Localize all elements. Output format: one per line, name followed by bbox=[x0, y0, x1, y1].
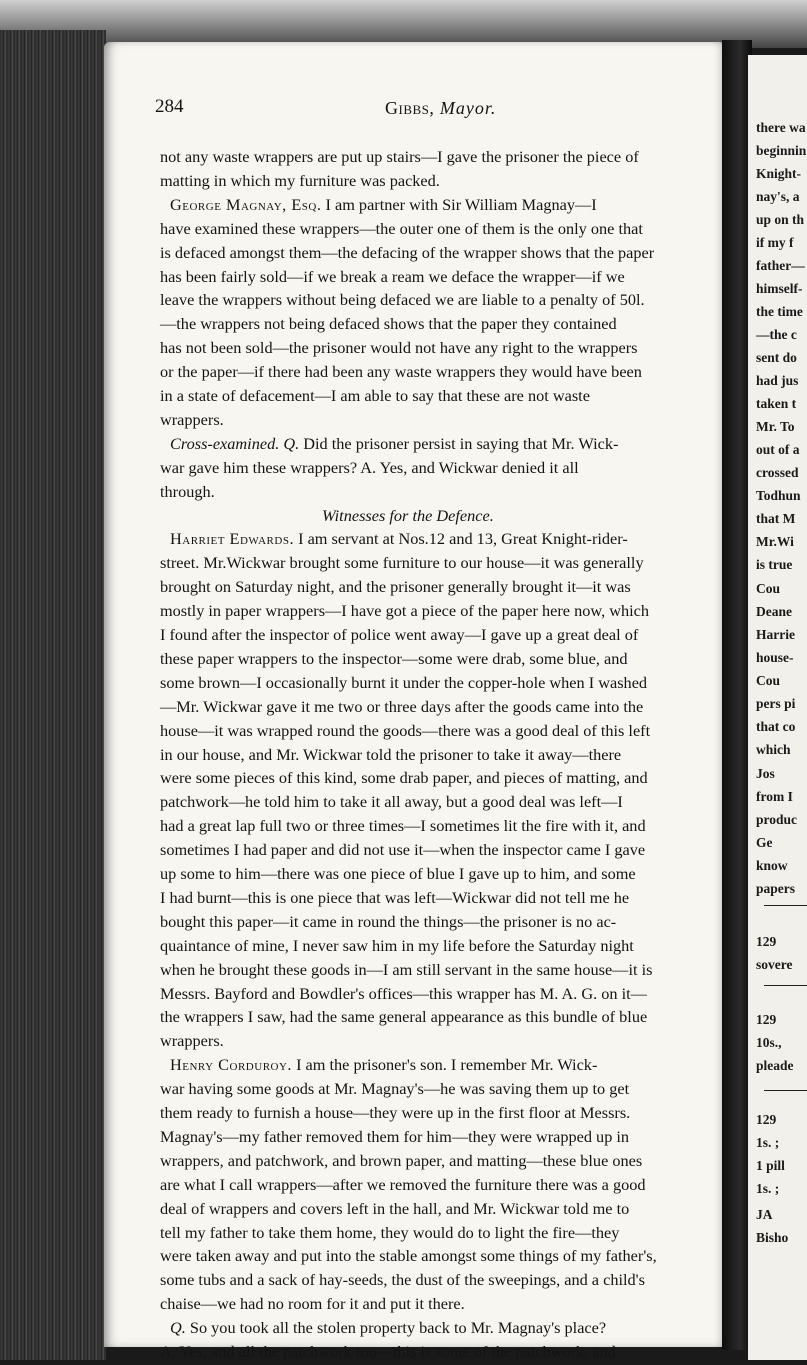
line-text: —the wrappers not being defaced shows that the paper they contained bbox=[160, 314, 617, 334]
text-line bbox=[160, 1293, 465, 1317]
line-text: some brown—I occasionally burnt it under the copper-hole when I washed bbox=[160, 672, 648, 692]
facing-page-fragment: Ge bbox=[756, 835, 773, 850]
text-line bbox=[160, 1078, 629, 1102]
facing-page-fragment: 1 pill bbox=[756, 1158, 785, 1173]
facing-page-fragment: house- bbox=[756, 650, 794, 665]
line-text: tell my father to take them home, they would do to light the fire—they bbox=[160, 1222, 620, 1242]
text-line bbox=[160, 1198, 629, 1222]
line-text: matting in which my furniture was packed. bbox=[160, 170, 440, 190]
line-text: has been fairly sold—if we break a ream we deface the wrapper—if we bbox=[160, 266, 625, 286]
text-line bbox=[160, 887, 629, 911]
facing-page-fragment: 129 bbox=[756, 934, 777, 949]
text-line bbox=[160, 624, 638, 648]
facing-page-fragment: 10s., bbox=[756, 1035, 782, 1050]
line-text: —Mr. Wickwar gave it me two or three days after the goods came into the bbox=[160, 696, 644, 716]
text-line bbox=[160, 266, 625, 290]
facing-page-fragment: father— bbox=[756, 258, 805, 273]
line-text: were taken away and put into the stable amongst some things of my father's, bbox=[160, 1246, 657, 1266]
scanner-edge bbox=[0, 0, 807, 48]
line-text: in a state of defacement—I am able to say that these are not waste bbox=[160, 386, 590, 405]
facing-page-fragment: 129 bbox=[756, 1012, 777, 1027]
facing-page-fragment: the time bbox=[756, 304, 803, 319]
text-line bbox=[160, 1126, 629, 1150]
text-line bbox=[160, 409, 224, 433]
line-text: not any waste wrappers are put up stairs—I gave the prisoner the piece of bbox=[160, 147, 639, 166]
line-text: quaintance of mine, I never saw him in my life before the Saturday night bbox=[160, 935, 634, 955]
text-line bbox=[170, 1054, 597, 1078]
text-line bbox=[160, 863, 636, 887]
text-line bbox=[160, 744, 621, 768]
facing-page-fragment: Mr. To bbox=[756, 419, 795, 434]
text-line bbox=[160, 1174, 646, 1198]
text-line bbox=[160, 385, 590, 409]
line-text: I found after the inspector of police went away—I gave up a great deal of bbox=[160, 625, 639, 644]
line-text: chaise—we had no room for it and put it there. bbox=[160, 1294, 465, 1314]
line-text: these paper wrappers to the inspector—some were drab, some blue, and bbox=[160, 648, 628, 668]
book-spine bbox=[0, 30, 106, 1360]
speaker-name: George Magnay, Esq. bbox=[170, 194, 322, 214]
text-line bbox=[160, 696, 643, 720]
text-line bbox=[160, 457, 579, 481]
line-text: up some to him—there was one piece of blue I gave up to him, and some bbox=[160, 864, 636, 883]
facing-page-rule bbox=[764, 985, 807, 986]
text-line bbox=[160, 959, 652, 983]
facing-page-fragment: Deane bbox=[756, 604, 792, 619]
facing-page-fragment: Cou bbox=[756, 581, 781, 596]
facing-page-fragment: had jus bbox=[756, 373, 799, 388]
text-line bbox=[160, 1150, 642, 1174]
facing-page-fragment: 129 bbox=[756, 1112, 777, 1127]
facing-page-rule bbox=[764, 1090, 807, 1091]
text-line bbox=[170, 1317, 606, 1341]
page-number: 284 bbox=[155, 96, 184, 117]
line-text: So you took all the stolen property back to Mr. Magnay's place? bbox=[185, 1318, 607, 1338]
running-title bbox=[385, 98, 496, 119]
facing-page-fragment: Harrie bbox=[756, 627, 795, 642]
text-line bbox=[160, 648, 627, 672]
text-line bbox=[160, 552, 644, 576]
line-text: the wrappers I saw, had the same general appearance as this bundle of blue bbox=[160, 1007, 648, 1027]
facing-page-fragment: papers bbox=[756, 881, 796, 896]
text-line bbox=[160, 1006, 647, 1030]
line-text: has not been sold—the prisoner would not have any right to the wrappers bbox=[160, 338, 638, 358]
facing-page-fragment: Cou bbox=[756, 673, 781, 688]
facing-page-fragment: crossed bbox=[756, 465, 799, 480]
text-line bbox=[160, 1269, 645, 1293]
text-line bbox=[160, 911, 616, 935]
facing-page-fragment: pleade bbox=[756, 1058, 794, 1073]
text-line bbox=[160, 672, 647, 696]
text-line bbox=[160, 839, 645, 863]
text-line bbox=[160, 146, 639, 170]
line-text: them ready to furnish a house—they were up in the first floor at Messrs. bbox=[160, 1103, 631, 1122]
line-text: Did the prisoner persist in saying that Mr. Wick- bbox=[299, 433, 619, 453]
facing-page-fragment: if my f bbox=[756, 235, 794, 250]
facing-page-fragment: beginnin bbox=[756, 143, 807, 158]
line-text: had a great lap full two or three times—I sometimes lit the fire with it, and bbox=[160, 816, 646, 836]
text-line bbox=[160, 289, 645, 313]
line-text: leave the wrappers without being defaced we are liable to a penalty of 50l. bbox=[160, 290, 645, 310]
facing-page-fragment: Mr.Wi bbox=[756, 534, 794, 549]
line-text: patchwork—he told him to take it all away, but a good deal was left—I bbox=[160, 792, 623, 812]
facing-page-fragment: sent do bbox=[756, 350, 797, 365]
line-text: deal of wrappers and covers left in the hall, and Mr. Wickwar told me to bbox=[160, 1198, 630, 1218]
line-text: I am partner with Sir William Magnay—I bbox=[321, 194, 597, 214]
line-text: house—it was wrapped round the goods—there was a good deal of this left bbox=[160, 720, 651, 740]
line-text: were some pieces of this kind, some drab paper, and pieces of matting, and bbox=[160, 768, 648, 788]
facing-page-fragment: that M bbox=[756, 511, 796, 526]
line-text: wrappers. bbox=[160, 1031, 224, 1051]
line-text: through. bbox=[160, 481, 215, 501]
text-line bbox=[160, 1341, 616, 1365]
text-line bbox=[160, 791, 623, 815]
line-text: brought on Saturday night, and the prisoner generally brought it—it was bbox=[160, 577, 631, 597]
facing-page-fragment: out of a bbox=[756, 442, 800, 457]
speaker-name: Harriet Edwards. bbox=[170, 529, 295, 549]
page-header bbox=[155, 96, 715, 126]
facing-page-fragment: which bbox=[756, 742, 791, 757]
line-text: Messrs. Bayford and Bowdler's offices—this wrapper has M. A. G. on it— bbox=[160, 983, 647, 1003]
facing-page-fragment: himself- bbox=[756, 281, 803, 296]
line-text: I had burnt—this is one piece that was left—Wickwar did not tell me he bbox=[160, 887, 630, 907]
line-text: Magnay's—my father removed them for him—they were wrapped up in bbox=[160, 1126, 630, 1146]
line-text: sometimes I had paper and did not use it—when the inspector came I gave bbox=[160, 840, 646, 860]
text-line bbox=[160, 1222, 619, 1246]
facing-page-rule bbox=[764, 905, 807, 906]
text-line bbox=[160, 1030, 224, 1054]
facing-page-fragment: Todhun bbox=[756, 488, 801, 503]
running-title-name: Gibbs, bbox=[385, 98, 435, 118]
line-text: when he brought these goods in—I am still servant in the same house—it is bbox=[160, 959, 653, 979]
running-title-role: Mayor. bbox=[439, 98, 497, 118]
italic-label: Q. bbox=[170, 1318, 186, 1338]
line-text: war gave him these wrappers? A. Yes, and Wickwar denied it all bbox=[160, 457, 579, 477]
facing-page-fragment: sovere bbox=[756, 957, 793, 972]
text-line bbox=[160, 935, 634, 959]
line-text: are what I call wrappers—after we removed the furniture there was a good bbox=[160, 1174, 646, 1194]
facing-page-fragment: 1s. ; bbox=[756, 1135, 780, 1150]
facing-page-fragment: there wa bbox=[756, 120, 806, 135]
speaker-name: Henry Corduroy. bbox=[170, 1055, 292, 1075]
line-text: some tubs and a sack of hay-seeds, the dust of the sweepings, and a child's bbox=[160, 1270, 645, 1290]
facing-page-fragment: nay's, a bbox=[756, 189, 800, 204]
facing-page-fragment: is true bbox=[756, 557, 793, 572]
section-heading: Witnesses for the Defence. bbox=[322, 505, 494, 525]
line-text: I am the prisoner's son. I remember Mr. Wick- bbox=[292, 1055, 598, 1075]
facing-page-fragment: that co bbox=[756, 719, 796, 734]
text-line bbox=[160, 767, 648, 791]
text-line bbox=[160, 1102, 630, 1126]
facing-page-fragment: Bisho bbox=[756, 1230, 789, 1245]
line-text: is defaced amongst them—the defacing of the wrapper shows that the paper bbox=[160, 242, 655, 262]
text-line bbox=[160, 218, 643, 242]
text-line bbox=[160, 337, 637, 361]
facing-page-fragment: pers pi bbox=[756, 696, 796, 711]
facing-page-fragment: taken t bbox=[756, 396, 797, 411]
text-line bbox=[160, 576, 631, 600]
text-line bbox=[160, 313, 617, 337]
facing-page-fragment: know bbox=[756, 858, 788, 873]
text-line bbox=[170, 194, 597, 218]
line-text: mostly in paper wrappers—I have got a piece of the paper here now, which bbox=[160, 601, 650, 621]
text-line bbox=[160, 361, 642, 385]
line-text: in our house, and Mr. Wickwar told the prisoner to take it away—there bbox=[160, 744, 622, 764]
line-text: I am servant at Nos.12 and 13, Great Knight-rider- bbox=[294, 529, 628, 549]
text-line bbox=[160, 170, 440, 194]
text-line bbox=[160, 1245, 657, 1269]
facing-page-fragment: —the c bbox=[756, 327, 797, 342]
facing-page bbox=[748, 55, 807, 1360]
line-text: bought this paper—it came in round the things—the prisoner is no ac- bbox=[160, 911, 617, 931]
text-line bbox=[170, 433, 618, 457]
line-text: or the paper—if there had been any waste wrappers they would have been bbox=[160, 362, 642, 382]
facing-page-fragment: produc bbox=[756, 812, 798, 827]
facing-page-fragment: 1s. ; bbox=[756, 1181, 780, 1196]
text-line bbox=[160, 815, 646, 839]
text-line bbox=[160, 600, 649, 624]
text-line bbox=[160, 481, 215, 505]
text-line bbox=[160, 242, 654, 266]
line-text: street. Mr.Wickwar brought some furniture to our house—it was generally bbox=[160, 553, 644, 573]
text-line bbox=[160, 983, 647, 1007]
facing-page-fragment: Jos bbox=[756, 766, 775, 781]
text-line bbox=[160, 720, 650, 744]
line-text: wrappers, and patchwork, and brown paper, and matting—these blue ones bbox=[160, 1150, 643, 1170]
facing-page-fragment: from I bbox=[756, 789, 793, 804]
text-line bbox=[170, 528, 628, 552]
facing-page-fragment: Knight- bbox=[756, 166, 802, 181]
line-text: have examined these wrappers—the outer one of them is the only one that bbox=[160, 218, 643, 238]
facing-page-fragment: JA bbox=[756, 1207, 773, 1222]
line-text: A. Yes, and all the patchwork too—this is some of the patchwork, and bbox=[160, 1342, 616, 1361]
facing-page-fragment: up on th bbox=[756, 212, 805, 227]
italic-label: Cross-examined. Q. bbox=[170, 433, 300, 453]
line-text: wrappers. bbox=[160, 409, 224, 429]
line-text: war having some goods at Mr. Magnay's—he was saving them up to get bbox=[160, 1079, 630, 1099]
